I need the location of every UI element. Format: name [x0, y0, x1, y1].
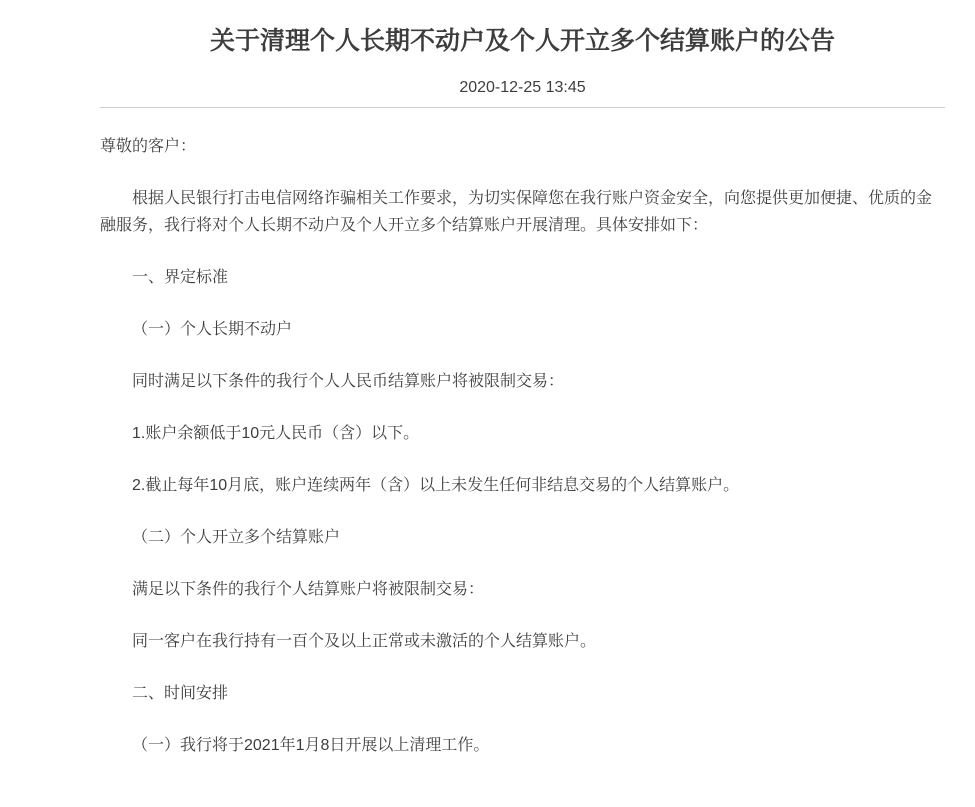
announcement-body [100, 133, 945, 759]
title-divider [100, 107, 945, 108]
subsection-heading-1-1: （一）个人长期不动户 [132, 321, 293, 338]
subsection-heading-1-2: （二）个人开立多个结算账户 [132, 529, 341, 546]
list-item-2: 2.截止每年10月底，账户连续两年（含）以上未发生任何非结息交易的个人结算账户。 [132, 477, 740, 494]
paragraph-intro: 根据人民银行打击电信网络诈骗相关工作要求，为切实保障您在我行账户资金安全，向您提供更加便捷、优质的金融服务，我行将对个人长期不动户及个人开立多个结算账户开展清理。具体安排如下： [100, 190, 933, 234]
subsection-heading-2-1: （一）我行将于2021年1月8日开展以上清理工作。 [132, 737, 490, 754]
paragraph-condition-detail: 同一客户在我行持有一百个及以上正常或未激活的个人结算账户。 [132, 633, 597, 650]
section-heading-2: 二、时间安排 [132, 685, 229, 702]
salutation: 尊敬的客户： [100, 138, 197, 155]
paragraph-condition-intro-2: 满足以下条件的我行个人结算账户将被限制交易： [132, 581, 485, 598]
paragraph-condition-intro-1: 同时满足以下条件的我行个人人民币结算账户将被限制交易： [132, 373, 565, 390]
publish-datetime: 2020-12-25 13:45 [459, 79, 586, 96]
page-title: 关于清理个人长期不动户及个人开立多个结算账户的公告 [209, 27, 835, 55]
announcement-page [100, 26, 945, 759]
list-item-1: 1.账户余额低于10元人民币（含）以下。 [132, 425, 420, 442]
section-heading-1: 一、界定标准 [132, 269, 229, 286]
